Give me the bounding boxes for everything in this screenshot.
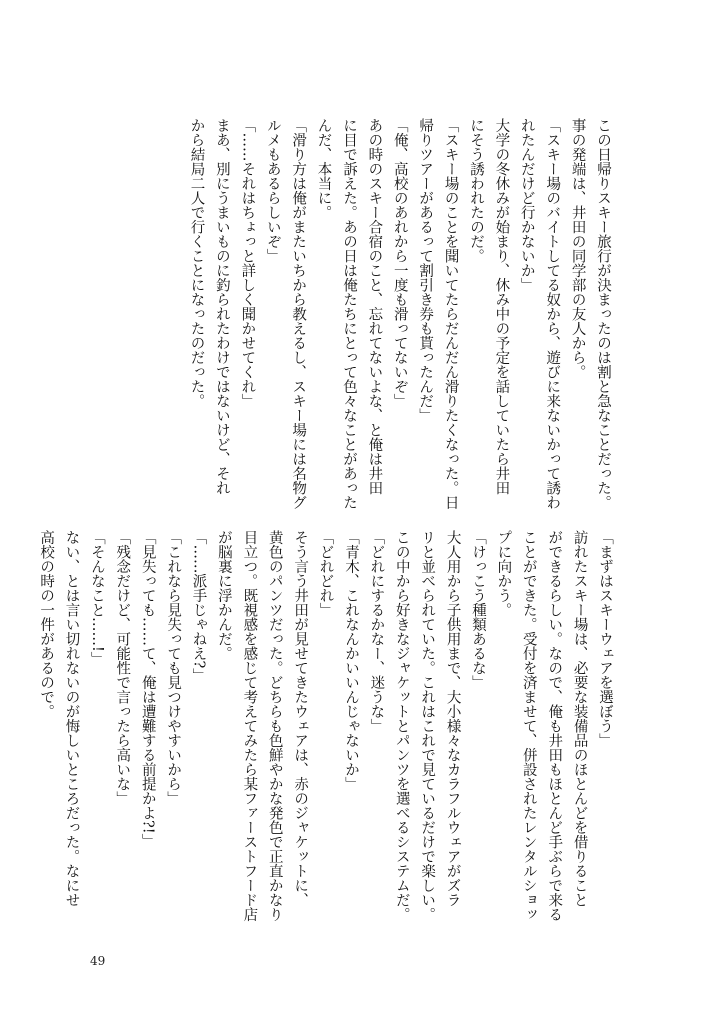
text-line: 大学の冬休みが始まり、休み中の予定を話していたら井田 — [493, 118, 510, 495]
page-number: 49 — [90, 954, 106, 968]
text-line: ことができた。受付を済ませて、併設されたレンタルショッ — [520, 530, 537, 922]
text-line: 「スキー場のことを聞いてたらだんだん滑りたくなった。日 — [442, 118, 459, 510]
text-line: プに向かう。 — [495, 530, 512, 617]
lower-text-block — [33, 530, 617, 922]
text-line: ない、とは言い切れないのが悔しいところだった。なにせ — [63, 530, 80, 907]
text-line: 「残念だけど、可能性で言ったら高いな」 — [114, 530, 131, 806]
text-line: 「……それはちょっと詳しく聞かせてくれ」 — [239, 118, 256, 408]
text-line: 「青木、これなんかいいんじゃないか」 — [342, 530, 359, 791]
text-line: から結局二人で行くことになったのだった。 — [188, 118, 205, 408]
text-line: にそう誘われたのだ。 — [467, 118, 484, 263]
text-line: 「けっこう種類あるな」 — [469, 530, 486, 690]
text-line: 帰りツアーがあるって割引き券も貰ったんだ」 — [417, 118, 434, 423]
text-line: リと並べられていた。これはこれで見ているだけで楽しい。 — [419, 530, 436, 922]
text-line: 大人用から子供用まで、大小様々なカラフルウェアがズラ — [444, 530, 461, 907]
text-line: 「まずはスキーウェアを選ぼう」 — [597, 530, 613, 748]
text-line: ルメもあるらしいぞ」 — [264, 118, 281, 263]
text-line: 「どれどれ」 — [317, 530, 334, 617]
text-line: 「俺、高校のあれから一度も滑ってないぞ」 — [391, 118, 408, 408]
text-line: 「……派手じゃねえ?」 — [190, 530, 207, 683]
upper-text-block — [183, 118, 615, 510]
text-line: れたんだけど行かないか」 — [518, 118, 535, 292]
text-line: 「これなら見失っても見つけやすいから」 — [165, 530, 182, 806]
text-line: 目立つ。既視感を感じて考えてみたら某ファーストフード店 — [241, 530, 258, 922]
text-line: 「滑り方は俺がまたいちから教えるし、スキー場には名物グ — [290, 118, 307, 510]
text-line: この中から好きなジャケットとパンツを選べるシステムだ。 — [393, 530, 410, 922]
text-line: まあ、別にうまいものに釣られたわけではないけど、それ — [213, 118, 230, 495]
text-line: 「見失っても……て、俺は遭難する前提かよ?!」 — [139, 530, 156, 849]
text-line: 事の発端は、井田の同学部の友人から。 — [569, 118, 586, 379]
text-line: ができるらしい。なので、俺も井田もほとんど手ぶらで来る — [546, 530, 563, 922]
text-line: 訪れたスキー場は、必要な装備品のほとんどを借りること — [571, 530, 588, 907]
text-line: そう言う井田が見せてきたウェアは、赤のジャケットに、 — [292, 530, 309, 907]
text-line: あの時のスキー合宿のこと、忘れてないよな、と俺は井田 — [366, 118, 383, 495]
text-line: に目で訴えた。あの日は俺たちにとって色々なことがあった — [340, 118, 357, 510]
text-line: この日帰りスキー旅行が決まったのは割と急なことだった。 — [595, 118, 611, 510]
text-line: 「どれにするかなー、迷うな」 — [368, 530, 385, 733]
text-line: 高校の時の一件があるので。 — [38, 530, 55, 719]
text-line: 「そんなこと……!」 — [88, 530, 105, 667]
text-line: 黄色のパンツだった。どちらも色鮮やかな発色で正直かなり — [266, 530, 283, 922]
text-line: が脳裏に浮かんだ。 — [215, 530, 232, 661]
text-line: 「スキー場のバイトしてる奴から、遊びに来ないかって誘わ — [544, 118, 561, 510]
text-line: んだ、本当に。 — [315, 118, 332, 220]
